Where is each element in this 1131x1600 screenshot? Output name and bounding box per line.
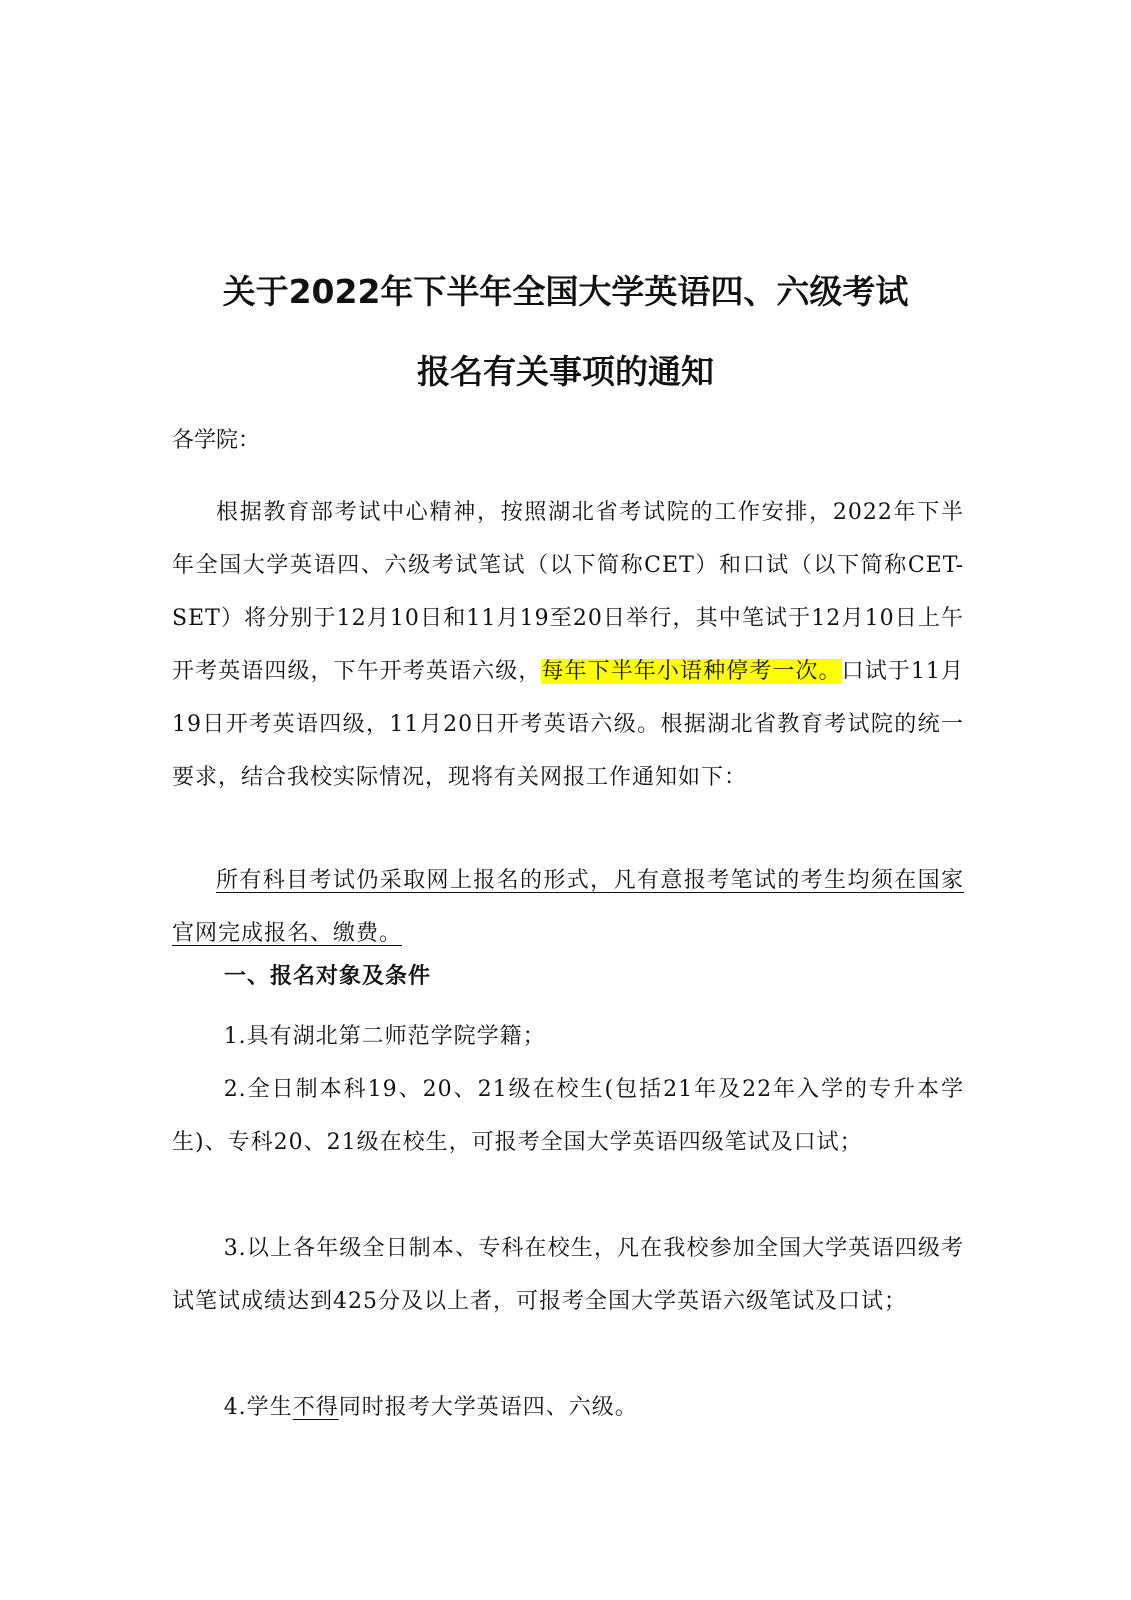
intro-text-part-2: 口试于11月19日开考英语四级，11月20日开考英语六级。根据湖北省教育考试院的统一要求，结合我校实际情况，现将有关网报工作通知如下： <box>172 659 964 790</box>
document-title-line-1: 关于2022年下半年全国大学英语四、六级考试 <box>222 272 909 311</box>
intro-paragraph <box>172 486 964 804</box>
eligibility-item-2: 2.全日制本科19、20、21级在校生(包括21年及22年入学的专升本学生)、专科20、21级在校生，可报考全国大学英语四级笔试及口试； <box>172 1077 964 1155</box>
section-heading-eligibility: 一、报名对象及条件 <box>224 964 432 989</box>
intro-text-part-1: 根据教育部考试中心精神，按照湖北省考试院的工作安排，2022年下半年全国大学英语四、六级考试笔试（以下简称CET）和口试（以下简称CET-SET）将分别于12月10日和11月19至20日举行，其中笔试于12月10日上午开考英语四级，下午开考英语六级， <box>172 500 964 684</box>
item-4-underlined: 不得 <box>292 1395 339 1420</box>
document-title-line-2: 报名有关事项的通知 <box>417 352 714 391</box>
salutation: 各学院： <box>172 428 261 453</box>
eligibility-item-3: 3.以上各年级全日制本、专科在校生，凡在我校参加全国大学英语四级考试笔试成绩达到425分及以上者，可报考全国大学英语六级笔试及口试； <box>172 1236 964 1314</box>
item-4-prefix: 4.学生 <box>223 1395 293 1420</box>
eligibility-item-4 <box>172 1381 964 1434</box>
underlined-registration-note: 所有科目考试仍采取网上报名的形式，凡有意报考笔试的考生均须在国家官网完成报名、缴费。 <box>172 868 964 946</box>
highlighted-text: 每年下半年小语种停考一次。 <box>541 659 842 684</box>
registration-note-paragraph <box>172 854 964 960</box>
item-4-suffix: 同时报考大学英语四、六级。 <box>338 1395 638 1420</box>
eligibility-item-1: 1.具有湖北第二师范学院学籍； <box>223 1024 546 1049</box>
